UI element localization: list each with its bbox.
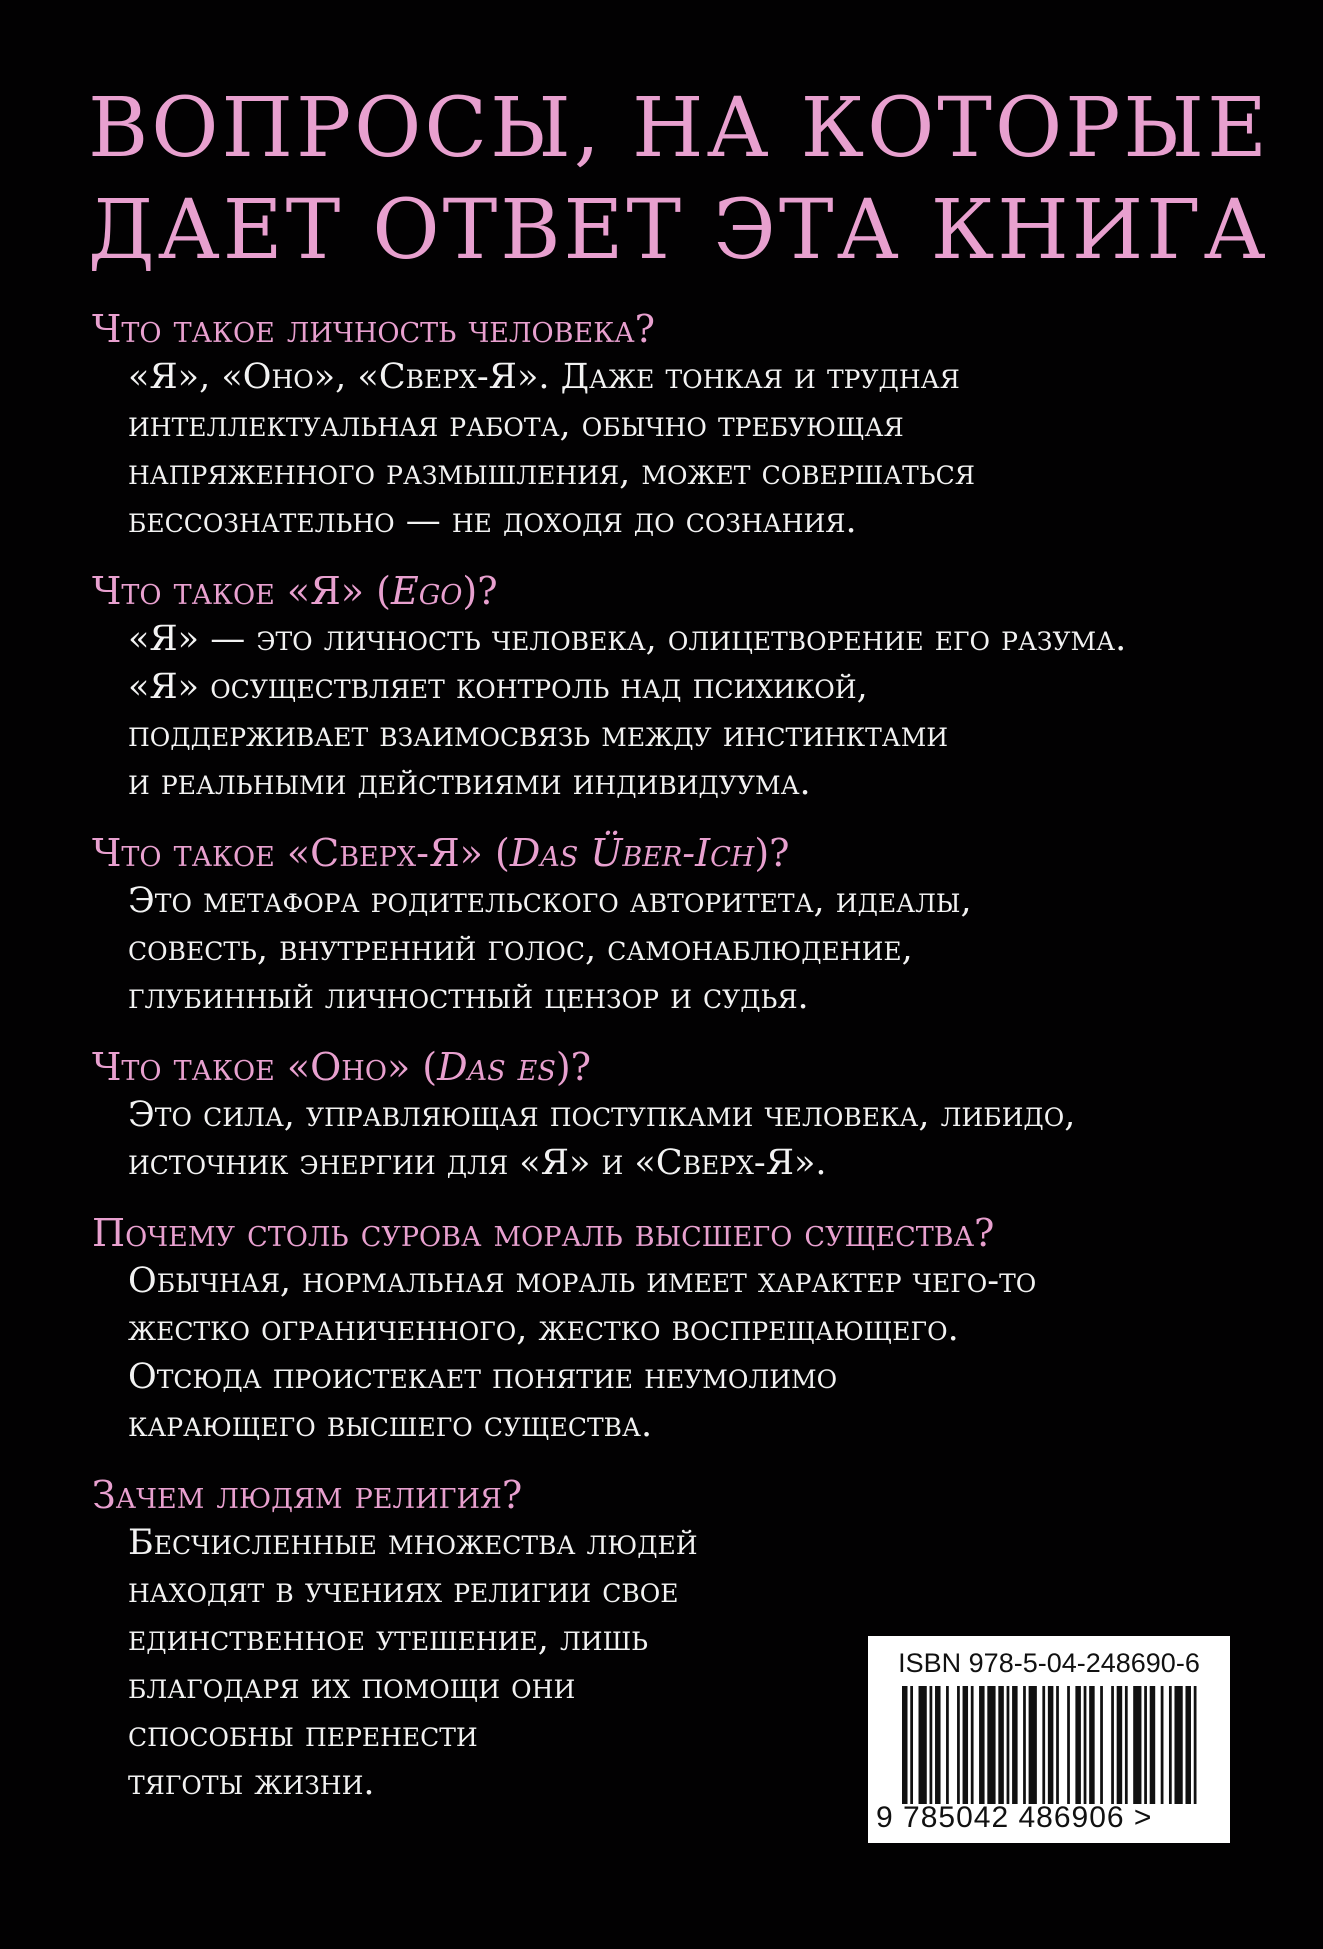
barcode-bar bbox=[1023, 1686, 1026, 1804]
barcode-bar bbox=[935, 1686, 941, 1804]
question-text: )? bbox=[462, 569, 498, 613]
barcode-bar bbox=[1075, 1686, 1081, 1804]
question-text: Что такое «Оно» ( bbox=[92, 1045, 438, 1089]
answer-line: поддерживает взаимосвязь между инстинктами bbox=[128, 715, 949, 755]
answer-superego bbox=[128, 877, 1292, 1021]
answer-line: «Я» — это личность человека, олицетворение его разума. bbox=[128, 619, 1127, 659]
answer-line: Это сила, управляющая поступками человека, либидо, bbox=[128, 1095, 1076, 1135]
barcode-bar bbox=[1144, 1686, 1147, 1804]
barcode-bar bbox=[1084, 1686, 1087, 1804]
answer-line: источник энергии для «Я» и «Сверх-Я». bbox=[128, 1143, 827, 1183]
questions-list bbox=[92, 305, 1292, 1829]
question-morality: Почему столь сурова мораль высшего существа? bbox=[92, 1211, 995, 1255]
question-personality: Что такое личность человека? bbox=[92, 307, 655, 351]
answer-morality bbox=[128, 1257, 1292, 1449]
barcode-bar bbox=[1089, 1686, 1095, 1804]
barcode-bar bbox=[1161, 1686, 1164, 1804]
barcode-bar bbox=[1042, 1686, 1045, 1804]
answer-line: единственное утешение, лишь bbox=[128, 1619, 648, 1659]
answer-line: бессознательно — не доходя до сознания. bbox=[128, 501, 857, 541]
answer-line: напряженного размышления, может совершаться bbox=[128, 453, 975, 493]
barcode-bar bbox=[946, 1686, 949, 1804]
barcode-bar bbox=[998, 1686, 1004, 1804]
question-text: Что такое «Я» ( bbox=[92, 569, 391, 613]
barcode-bar bbox=[1012, 1686, 1018, 1804]
isbn-label: ISBN 978-5-04-248690-6 bbox=[898, 1648, 1200, 1678]
answer-line: глубинный личностный цензор и судья. bbox=[128, 977, 809, 1017]
barcode-bar bbox=[979, 1686, 985, 1804]
barcode-bar bbox=[910, 1686, 913, 1804]
question-ego bbox=[92, 567, 1292, 615]
question-id bbox=[92, 1043, 1292, 1091]
question-term-italic: Ego bbox=[390, 569, 463, 613]
answer-line: благодаря их помощи они bbox=[128, 1667, 576, 1707]
question-text: Что такое «Сверх-Я» ( bbox=[92, 831, 510, 875]
barcode-bar bbox=[1111, 1686, 1114, 1804]
answer-line: находят в учениях религии свое bbox=[128, 1571, 679, 1611]
question-religion: Зачем людям религия? bbox=[92, 1473, 523, 1517]
barcode-bar bbox=[1125, 1686, 1128, 1804]
barcode-bar bbox=[1067, 1686, 1070, 1804]
answer-line: «Я» осуществляет контроль над психикой, bbox=[128, 667, 868, 707]
answer-line: тяготы жизни. bbox=[128, 1763, 375, 1803]
question-term-italic: Das es bbox=[437, 1045, 556, 1089]
barcode-bar bbox=[957, 1686, 960, 1804]
isbn-barcode bbox=[868, 1636, 1230, 1843]
barcode-bar bbox=[902, 1686, 908, 1804]
answer-line: интеллектуальная работа, обычно требующая bbox=[128, 405, 904, 445]
answer-line: Отсюда проистекает понятие неумолимо bbox=[128, 1357, 838, 1397]
barcode-bar bbox=[1133, 1686, 1141, 1804]
barcode-bar bbox=[1117, 1686, 1123, 1804]
barcode-bar bbox=[987, 1686, 995, 1804]
answer-line: совесть, внутренний голос, самонаблюдение, bbox=[128, 929, 913, 969]
cover-heading-line-2: ДАЕТ ОТВЕТ ЭТА КНИГА bbox=[88, 183, 1269, 278]
answer-line: способны перенести bbox=[128, 1715, 478, 1755]
barcode-bar bbox=[1100, 1686, 1103, 1804]
barcode-bars bbox=[902, 1686, 1202, 1804]
barcode-bar bbox=[930, 1686, 933, 1804]
answer-line: Бесчисленные множества людей bbox=[128, 1523, 698, 1563]
answer-line: и реальными действиями индивидуума. bbox=[128, 763, 811, 803]
answer-id bbox=[128, 1091, 1292, 1187]
barcode-bar bbox=[1007, 1686, 1010, 1804]
barcode-bar bbox=[1169, 1686, 1172, 1804]
barcode-bar bbox=[1048, 1686, 1054, 1804]
cover-heading bbox=[88, 78, 1268, 282]
barcode-bar bbox=[1194, 1686, 1197, 1804]
barcode-bar bbox=[1150, 1686, 1156, 1804]
answer-line: жестко ограниченного, жестко воспрещающего. bbox=[128, 1309, 959, 1349]
answer-line: карающего высшего существа. bbox=[128, 1405, 653, 1445]
barcode-bar bbox=[1174, 1686, 1182, 1804]
barcode-bar bbox=[1185, 1686, 1191, 1804]
barcode-bar bbox=[963, 1686, 969, 1804]
barcode-bar bbox=[1029, 1686, 1037, 1804]
barcode-bar bbox=[971, 1686, 974, 1804]
question-text: )? bbox=[555, 1045, 592, 1089]
question-term-italic: Das Über-Ich bbox=[509, 831, 755, 875]
question-superego bbox=[92, 829, 1292, 877]
cover-heading-line-1: ВОПРОСЫ, НА КОТОРЫЕ bbox=[88, 81, 1270, 176]
answer-personality bbox=[128, 353, 1292, 545]
answer-line: Это метафора родительского авторитета, идеалы, bbox=[128, 881, 972, 921]
answer-line: Обычная, нормальная мораль имеет характер чего-то bbox=[128, 1261, 1037, 1301]
answer-line: «Я», «Оно», «Сверх-Я». Даже тонкая и трудная bbox=[128, 357, 960, 397]
answer-ego bbox=[128, 615, 1292, 807]
barcode-bar bbox=[1056, 1686, 1059, 1804]
question-text: )? bbox=[754, 831, 790, 875]
barcode-digits: 9 785042 486906 > bbox=[876, 1801, 1153, 1834]
barcode-bar bbox=[919, 1686, 927, 1804]
